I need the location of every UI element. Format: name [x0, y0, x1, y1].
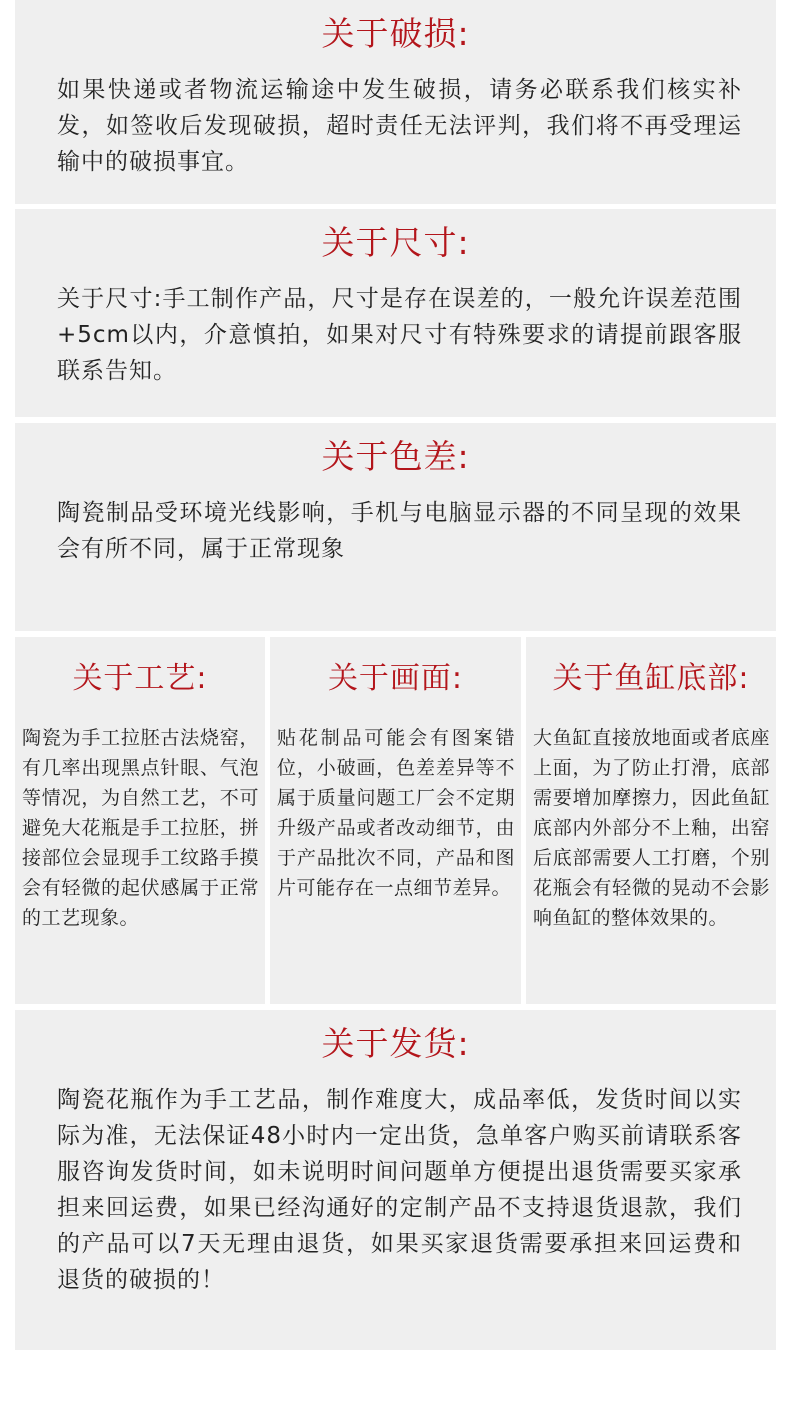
section-title-craft: 关于工艺:: [72, 661, 208, 696]
section-title-damage: 关于破损:: [321, 14, 470, 53]
section-title-color: 关于色差:: [321, 437, 470, 476]
section-text-picture: 贴花制品可能会有图案错位，小破画，色差差异等不属于质量问题工厂会不定期升级产品或者改动细节，由于产品批次不同，产品和图片可能存在一点细节差异。: [277, 727, 515, 899]
section-size: [15, 209, 776, 417]
section-text-shipping: 陶瓷花瓶作为手工艺品，制作难度大，成品率低，发货时间以实际为准，无法保证48小时内一定出货，急单客户购买前请联系客服咨询发货时间，如未说明时间问题单方便提出退货需要买家承担来回运费，如果已经沟通好的定制产品不支持退货退款，我们的产品可以7天无理由退货，如果买家退货需要承担来回运费和退货的破损的！: [57, 1087, 742, 1293]
section-title-tank-bottom: 关于鱼缸底部:: [552, 661, 750, 696]
section-tank-bottom: [526, 637, 776, 1004]
section-damage: [15, 0, 776, 204]
section-shipping: [15, 1010, 776, 1350]
section-color: [15, 423, 776, 631]
section-text-craft: 陶瓷为手工拉胚古法烧窑，有几率出现黑点针眼、气泡等情况，为自然工艺，不可避免大花瓶是手工拉胚，拼接部位会显现手工纹路手摸会有轻微的起伏感属于正常的工艺现象。: [22, 727, 259, 929]
section-picture: [270, 637, 521, 1004]
section-title-picture: 关于画面:: [327, 661, 464, 696]
section-text-damage: 如果快递或者物流运输途中发生破损，请务必联系我们核实补发，如签收后发现破损，超时责任无法评判，我们将不再受理运输中的破损事宜。: [57, 77, 742, 175]
section-text-tank-bottom: 大鱼缸直接放地面或者底座上面，为了防止打滑，底部需要增加摩擦力，因此鱼缸底部内外部分不上釉，出窑后底部需要人工打磨，个别花瓶会有轻微的晃动不会影响鱼缸的整体效果的。: [533, 727, 770, 929]
section-text-color: 陶瓷制品受环境光线影响，手机与电脑显示器的不同呈现的效果会有所不同，属于正常现象: [57, 500, 742, 562]
section-craft: [15, 637, 265, 1004]
section-text-size: 关于尺寸:手工制作产品，尺寸是存在误差的，一般允许误差范围+5cm以内，介意慎拍，如果对尺寸有特殊要求的请提前跟客服联系告知。: [57, 286, 742, 384]
section-title-shipping: 关于发货:: [321, 1024, 470, 1063]
section-title-size: 关于尺寸:: [321, 223, 470, 262]
